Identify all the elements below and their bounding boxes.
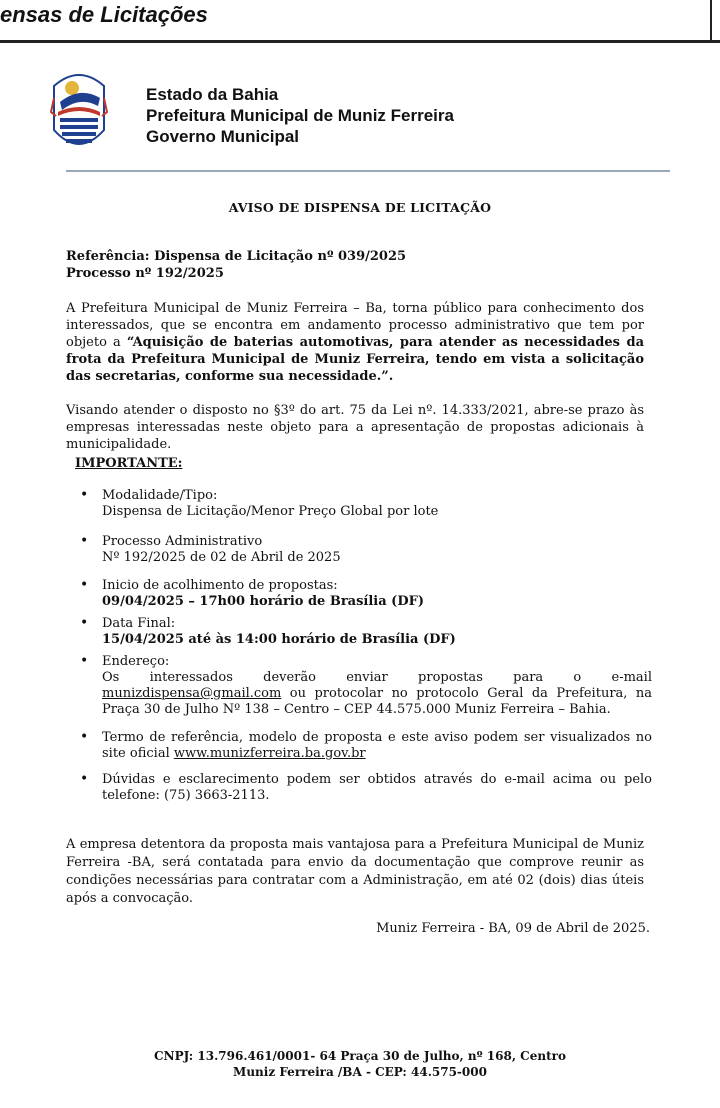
email-link[interactable]: munizdispensa@gmail.com [102, 686, 282, 701]
reference-processo: Processo nº 192/2025 [66, 266, 224, 281]
bullet-icon: • [80, 577, 89, 593]
header-government: Governo Municipal [146, 127, 300, 146]
processo-value: Nº 192/2025 de 02 de Abril de 2025 [102, 550, 341, 565]
bullet-icon: • [80, 729, 89, 745]
header-block [146, 84, 454, 147]
important-heading: IMPORTANTE: [75, 456, 183, 471]
reference-block [66, 248, 406, 282]
endereco-post: ou protocolar no protocolo Geral da Prefeitura, na Praça 30 de Julho Nº 138 – Centro – CEP 44.575.000 Muniz Ferreira – Bahia. [102, 686, 652, 717]
intro-text: A Prefeitura Municipal de Muniz Ferreira – Ba, torna público para conhecimento dos interessados, que se encontra em andamento processo administrativo que tem por objeto a [66, 301, 644, 350]
processo-label: Processo Administrativo [102, 534, 263, 549]
endereco-pre: Os interessados deverão enviar propostas para o e-mail [102, 670, 652, 685]
banner-title: ensas de Licitações [0, 2, 208, 27]
final-value: 15/04/2025 até às 14:00 horário de Brasília (DF) [102, 632, 456, 647]
bullet-icon: • [80, 487, 89, 503]
list-item-processo [80, 534, 652, 566]
termo-text: Termo de referência, modelo de proposta e este aviso podem ser visualizados no site oficial [102, 730, 652, 761]
list-item-modalidade [80, 488, 652, 520]
bullet-icon: • [80, 615, 89, 631]
reference-dispensa: Referência: Dispensa de Licitação nº 039/2025 [66, 249, 407, 264]
inicio-value: 09/04/2025 – 17h00 horário de Brasília (DF) [102, 594, 424, 609]
legal-paragraph: Visando atender o disposto no §3º do art. 75 da Lei nº. 14.333/2021, abre-se prazo às empresas interessadas neste objeto para a apresentação de propostas adicionais à municipalidade. [66, 403, 644, 452]
final-label: Data Final: [102, 616, 176, 631]
list-item-termo [80, 730, 652, 762]
modalidade-value: Dispensa de Licitação/Menor Preço Global por lote [102, 504, 439, 519]
intro-object: “Aquisição de baterias automotivas, para atender as necessidades da frota da Prefeitura Municipal de Muniz Ferreira, tendo em vista a solicitação das secretarias, conforme sua necessidade.”. [66, 335, 644, 384]
intro-paragraph [66, 300, 644, 385]
header-prefecture: Prefeitura Municipal de Muniz Ferreira [146, 106, 454, 125]
duvidas-text: Dúvidas e esclarecimento podem ser obtidos através do e-mail acima ou pelo telefone: (75) 3663-2113. [102, 772, 652, 803]
document-title: AVISO DE DISPENSA DE LICITAÇÃO [228, 200, 492, 215]
date-line: Muniz Ferreira - BA, 09 de Abril de 2025. [376, 921, 650, 936]
header-state: Estado da Bahia [146, 85, 279, 104]
bullet-icon: • [80, 533, 89, 549]
top-banner [0, 0, 720, 43]
closing-paragraph: A empresa detentora da proposta mais vantajosa para a Prefeitura Municipal de Muniz Ferreira -BA, será contatada para envio da documentação que comprove reunir as condições necessárias para contratar com a Administração, em até 02 (dois) dias úteis após a convocação. [66, 837, 644, 906]
endereco-text [102, 670, 652, 718]
endereco-label: Endereço: [102, 654, 170, 669]
modalidade-label: Modalidade/Tipo: [102, 488, 218, 503]
bullet-icon: • [80, 771, 89, 787]
banner-corner-line [710, 0, 720, 40]
footer-city: Muniz Ferreira /BA - CEP: 44.575-000 [233, 1065, 487, 1079]
municipal-seal-icon [50, 68, 108, 154]
footer [0, 1048, 720, 1080]
list-item-duvidas [80, 772, 652, 804]
list-item-data-final [80, 616, 652, 648]
inicio-label: Inicio de acolhimento de propostas: [102, 578, 338, 593]
bullet-icon: • [80, 653, 89, 669]
list-item-inicio [80, 578, 652, 610]
footer-cnpj: CNPJ: 13.796.461/0001- 64 Praça 30 de Julho, nº 168, Centro [154, 1049, 566, 1063]
website-link[interactable]: www.munizferreira.ba.gov.br [173, 746, 366, 761]
header-divider [66, 170, 670, 172]
list-item-endereco [80, 654, 652, 718]
